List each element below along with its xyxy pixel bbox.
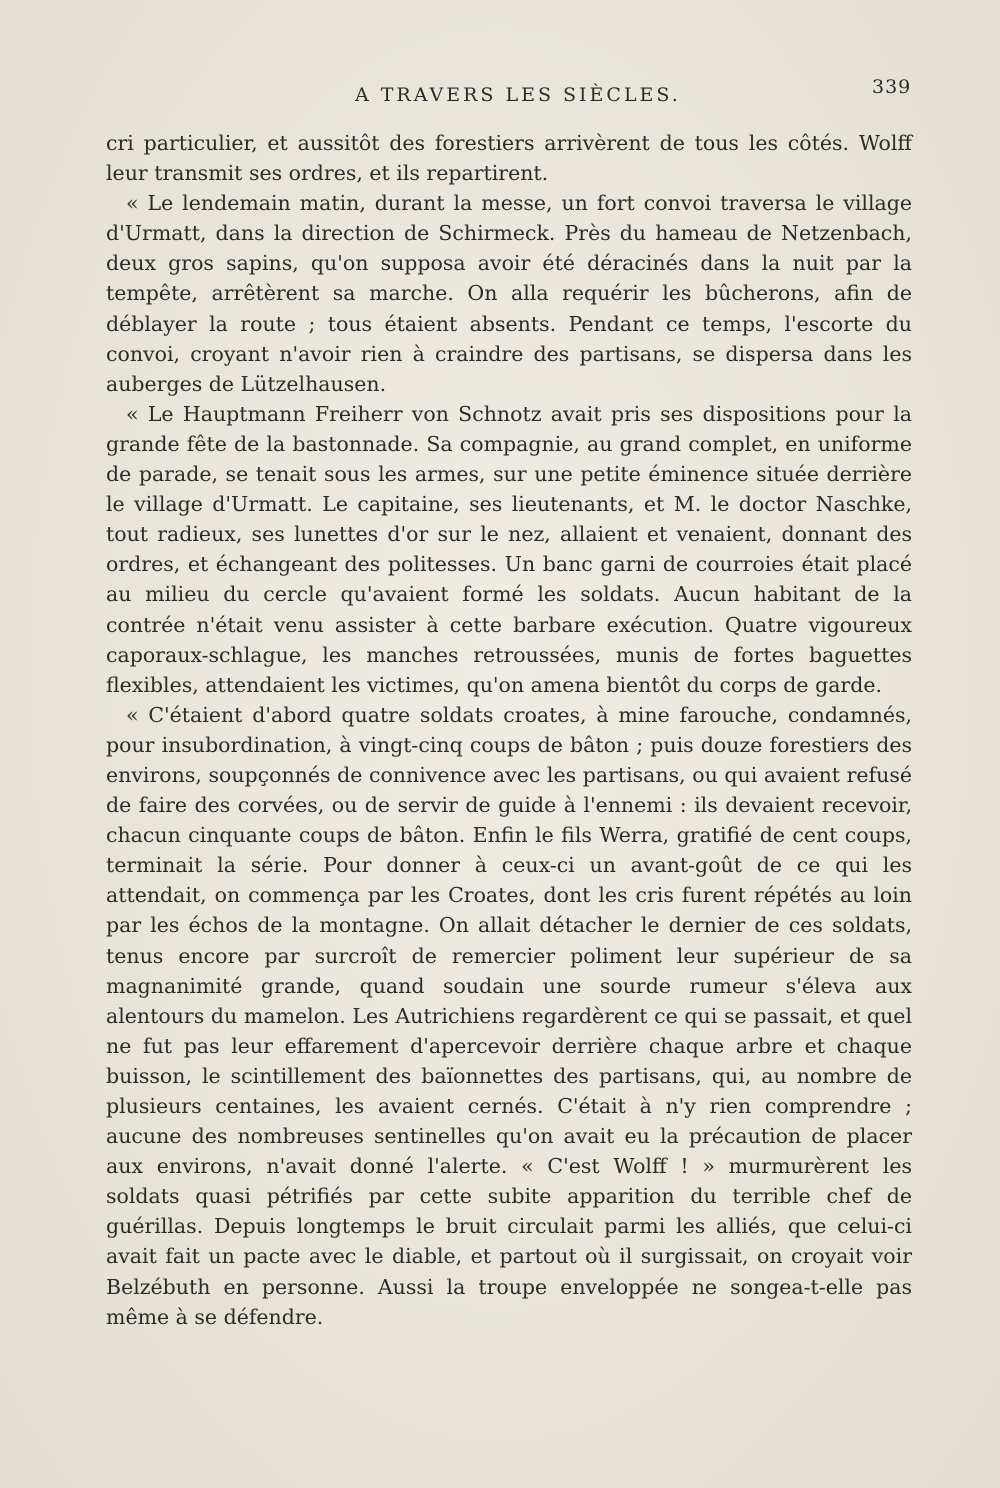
running-head (0, 76, 1000, 114)
body-text (106, 128, 912, 1332)
paragraph-partisans: « C'étaient d'abord quatre soldats croates, à mine farouche, condamnés, pour insubordination, à vingt-cinq coups de bâton ; puis douze forestiers des environs, soupçonnés de connivence avec les partisans, ou qui avaient refusé de faire des corvées, ou de servir de guide à l'ennemi : ils devaient recevoir, chacun cinquante coups de bâton. Enfin le fils Werra, gratifié de cent coups, terminait la série. Pour donner à ceux-ci un avant-goût de ce qui les attendait, on commença par les Croates, dont les cris furent répétés au loin par les échos de la montagne. On allait détacher le dernier de ces soldats, tenus encore par surcroît de remercier poliment leur supérieur de sa magnanimité grande, quand soudain une sourde rumeur s'éleva aux alentours du mamelon. Les Autrichiens regardèrent ce qui se passait, et quel ne fut pas leur effarement d'apercevoir derrière chaque arbre et chaque buisson, le scintillement des baïonnettes des partisans, qui, au nombre de plusieurs centaines, les avaient cernés. C'était à n'y rien comprendre ; aucune des nombreuses sentinelles qu'on avait eu la précaution de placer aux environs, n'avait donné l'alerte. « C'est Wolff ! » murmurèrent les soldats quasi pétrifiés par cette subite apparition du terrible chef de guérillas. Depuis longtemps le bruit circulait parmi les alliés, que celui-ci avait fait un pacte avec le diable, et partout où il surgissait, on croyait voir Belzébuth en personne. Aussi la troupe enveloppée ne songea-t-elle pas même à se défendre. (106, 702, 912, 1329)
paragraph-convoy: « Le lendemain matin, durant la messe, un fort convoi traversa le village d'Urmatt, dans la direction de Schirmeck. Près du hameau de Netzenbach, deux gros sapins, qu'on supposa avoir été déracinés dans la nuit par la tempête, arrêtèrent sa marche. On alla requérir les bûcherons, afin de déblayer la route ; tous étaient absents. Pendant ce temps, l'escorte du convoi, croyant n'avoir rien à craindre des partisans, se dispersa dans les auberges de Lützelhausen. (106, 191, 912, 396)
paragraph-continuation: cri particulier, et aussitôt des forestiers arrivèrent de tous les côtés. Wolff leur transmit ses ordres, et ils repartirent. (106, 131, 912, 186)
page-number: 339 (872, 76, 912, 98)
running-title: A TRAVERS LES SIÈCLES. (355, 84, 681, 106)
paragraph-bastonnade: « Le Hauptmann Freiherr von Schnotz avait pris ses dispositions pour la grande fête de la bastonnade. Sa compagnie, au grand complet, en uniforme de parade, se tenait sous les armes, sur une petite éminence située derrière le village d'Urmatt. Le capitaine, ses lieutenants, et M. le doctor Naschke, tout radieux, ses lunettes d'or sur le nez, allaient et venaient, donnant des ordres, et échangeant des politesses. Un banc garni de courroies était placé au milieu du cercle qu'avaient formé les soldats. Aucun habitant de la contrée n'était venu assister à cette barbare exécution. Quatre vigoureux caporaux-schlague, les manches retroussées, munis de fortes baguettes flexibles, attendaient les victimes, qu'on amena bientôt du corps de garde. (106, 401, 912, 697)
